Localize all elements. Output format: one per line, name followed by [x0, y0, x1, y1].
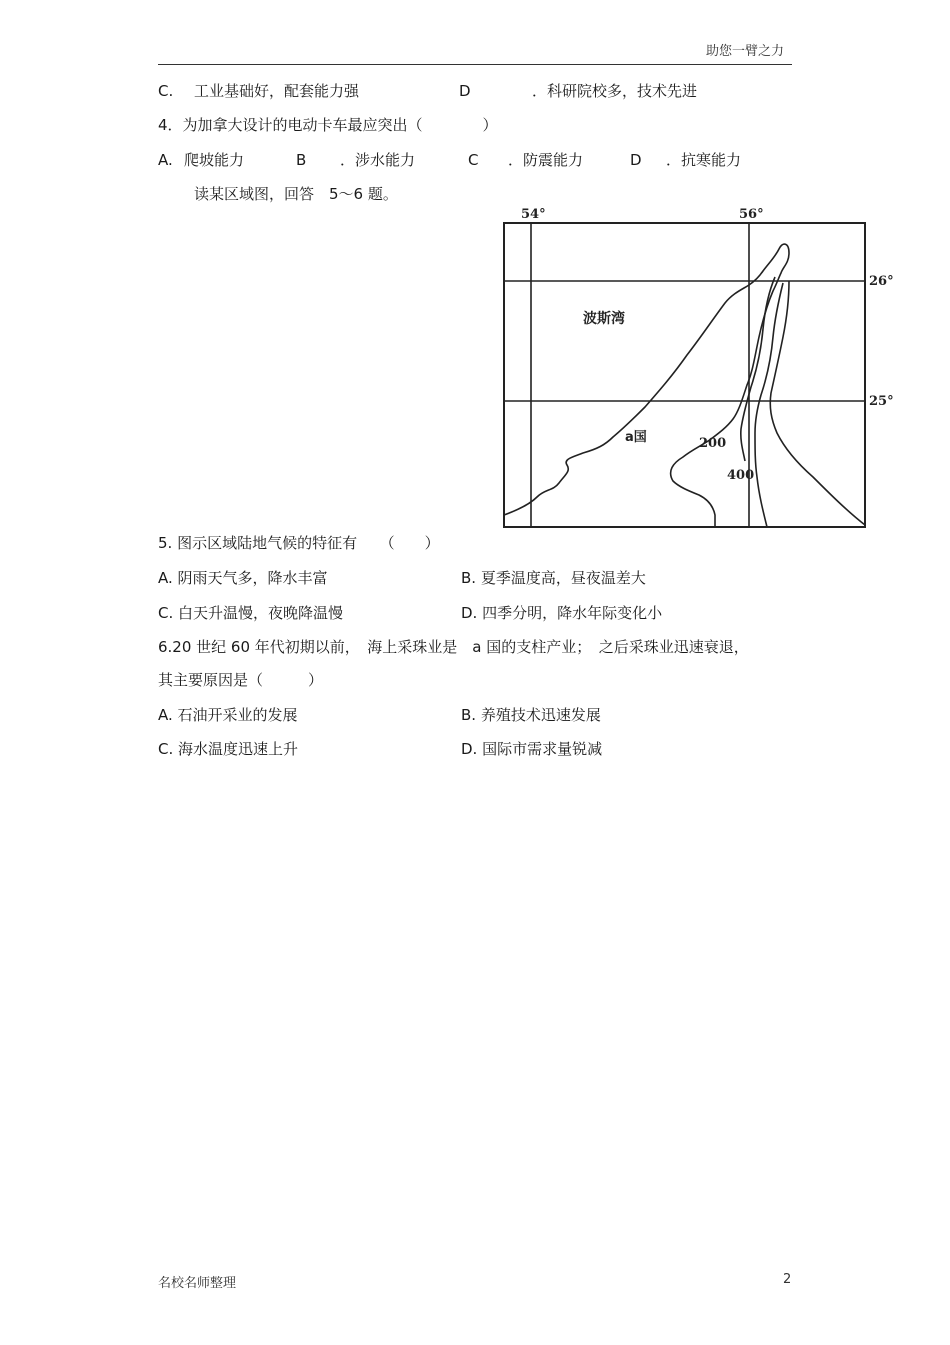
lat-label-26: 26°	[869, 274, 894, 289]
sea-label: 波斯湾	[583, 311, 625, 327]
lat-label-25: 25°	[869, 394, 894, 409]
q5-option-c: C. 白天升温慢，夜晚降温慢	[158, 604, 344, 622]
q6-stem-line2: 其主要原因是（ ）	[158, 671, 324, 689]
isobath-400	[755, 283, 783, 527]
q6-option-d: D. 国际市需求量锐减	[461, 740, 603, 758]
q5-stem: 5. 图示区域陆地气候的特征有 （ ）	[158, 534, 440, 552]
q3-option-d-text: ．科研院校多，技术先进	[532, 82, 698, 100]
q4-option-c-text: ．防震能力	[508, 151, 584, 169]
isobath-outer	[770, 281, 865, 525]
header-slogan: 助您一臂之力	[706, 44, 785, 59]
q6-option-a: A. 石油开采业的发展	[158, 706, 298, 724]
q4-option-d-text: ．抗寒能力	[666, 151, 742, 169]
contour-label-200: 200	[699, 436, 727, 451]
q3-option-d-letter: D	[459, 82, 471, 100]
q6-option-b: B. 养殖技术迅速发展	[461, 706, 601, 724]
map-intro: 读某区域图，回答 5～6 题。	[194, 185, 398, 203]
q4-option-b-letter: B	[296, 151, 307, 169]
lon-label-54: 54°	[521, 207, 546, 222]
q3-option-c-letter: C.	[158, 82, 174, 100]
q6-option-c: C. 海水温度迅速上升	[158, 740, 299, 758]
country-label: a国	[625, 430, 647, 445]
q4-option-a-text: 爬坡能力	[184, 151, 245, 169]
q4-stem: 4．为加拿大设计的电动卡车最应突出（ ）	[158, 116, 498, 134]
q5-option-b: B. 夏季温度高，昼夜温差大	[461, 569, 646, 587]
q5-option-a: A. 阴雨天气多，降水丰富	[158, 569, 328, 587]
q5-option-d: D. 四季分明，降水年际变化小	[461, 604, 663, 622]
q3-option-c-text: 工业基础好，配套能力强	[194, 82, 360, 100]
map-graticule	[504, 223, 865, 527]
q6-stem-line1: 6.20 世纪 60 年代初期以前， 海上采珠业是 a 国的支柱产业； 之后采珠业迅速衰退，	[158, 638, 749, 656]
coastline	[504, 244, 789, 527]
q4-option-d-letter: D	[630, 151, 642, 169]
map-frame	[504, 223, 865, 527]
lon-label-56: 56°	[739, 207, 764, 222]
q4-option-c-letter: C	[468, 151, 479, 169]
isobath-200	[741, 277, 775, 461]
region-map	[493, 205, 901, 543]
contour-label-400: 400	[727, 468, 755, 483]
footer-source: 名校名师整理	[158, 1276, 237, 1291]
q4-option-b-text: ．涉水能力	[340, 151, 416, 169]
page-number: 2	[783, 1272, 792, 1287]
q4-option-a-letter: A.	[158, 151, 173, 169]
header-rule	[158, 64, 792, 65]
